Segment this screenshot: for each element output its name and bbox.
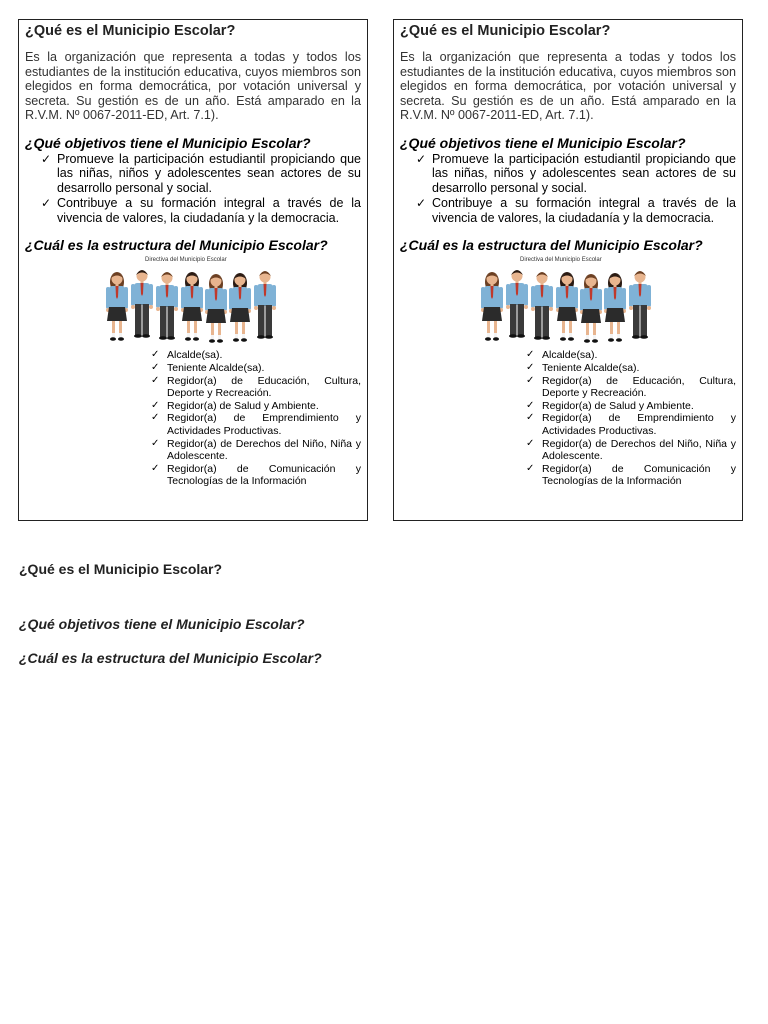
role-text: Regidor(a) de Salud y Ambiente.: [167, 399, 319, 412]
list-item: [149, 375, 361, 400]
role-text: Regidor(a) de Comunicación y Tecnologías de la Información: [542, 462, 736, 488]
list-item: [149, 463, 361, 488]
checkmark-icon: ✓: [526, 362, 535, 374]
checkmark-icon: ✓: [526, 412, 535, 424]
objective-text: Promueve la participación estudiantil propiciando que las niñas, niños y adolescentes sean actores de su desarrollo personal y social.: [57, 151, 361, 196]
checkmark-icon: ✓: [151, 349, 160, 361]
role-text: Teniente Alcalde(sa).: [167, 362, 265, 375]
figure-caption: Directiva del Municipio Escolar: [145, 257, 227, 264]
list-item: [524, 375, 736, 400]
student-figure: [481, 272, 503, 341]
student-figure: [506, 270, 528, 338]
list-item: [149, 362, 361, 375]
students-illustration: [105, 267, 285, 347]
list-item: [524, 400, 736, 413]
student-figure: [229, 273, 251, 342]
student-figure: [254, 271, 276, 339]
student-figure: [604, 273, 626, 342]
checkmark-icon: ✓: [41, 195, 52, 210]
list-item: [524, 412, 736, 437]
roles-list: [400, 349, 736, 488]
role-text: Regidor(a) de Derechos del Niño, Niña y Adolescente.: [167, 437, 361, 463]
checkmark-icon: ✓: [416, 195, 427, 210]
objective-text: Contribuye a su formación integral a través de la vivencia de valores, la ciudadanía y la democracia.: [57, 195, 361, 225]
student-figure: [531, 272, 553, 340]
objective-text: Contribuye a su formación integral a través de la vivencia de valores, la ciudadanía y la democracia.: [432, 195, 736, 225]
list-item: [149, 400, 361, 413]
checkmark-icon: ✓: [41, 151, 52, 166]
question-structure-heading: ¿Cuál es la estructura del Municipio Escolar?: [25, 237, 328, 254]
question-structure-heading: ¿Cuál es la estructura del Municipio Escolar?: [400, 237, 703, 254]
description-paragraph: Es la organización que representa a todas y todos los estudiantes de la institución educativa, cuyos miembros son elegidos en forma democrática, por votación universal y secreta. Su gestión es de un año. Está amparado en la R.V.M. Nº 0067-2011-ED, Art. 7.1).: [400, 50, 736, 122]
list-item: [149, 412, 361, 437]
student-figure: [181, 272, 203, 341]
student-figure: [106, 272, 128, 341]
student-figure: [131, 270, 153, 338]
role-text: Regidor(a) de Emprendimiento y Actividades Productivas.: [542, 412, 736, 438]
list-item: [39, 196, 361, 226]
role-text: Regidor(a) de Salud y Ambiente.: [542, 399, 694, 412]
objective-text: Promueve la participación estudiantil propiciando que las niñas, niños y adolescentes sean actores de su desarrollo personal y social.: [432, 151, 736, 196]
list-item: [524, 349, 736, 362]
info-card-right: [393, 19, 743, 521]
student-figure: [580, 274, 602, 343]
info-card-left: [18, 19, 368, 521]
checkmark-icon: ✓: [151, 399, 160, 411]
checkmark-icon: ✓: [526, 462, 535, 474]
question-objectives-heading: ¿Qué objetivos tiene el Municipio Escolar?: [25, 134, 311, 151]
checkmark-icon: ✓: [151, 437, 160, 449]
checkmark-icon: ✓: [416, 151, 427, 166]
checkmark-icon: ✓: [526, 349, 535, 361]
below-question-what: ¿Qué es el Municipio Escolar?: [19, 561, 223, 577]
checkmark-icon: ✓: [151, 412, 160, 424]
list-item: [524, 463, 736, 488]
checkmark-icon: ✓: [151, 462, 160, 474]
objectives-list: [25, 152, 361, 226]
checkmark-icon: ✓: [526, 399, 535, 411]
student-figure: [556, 272, 578, 341]
list-item: [414, 152, 736, 196]
question-objectives-heading: ¿Qué objetivos tiene el Municipio Escolar?: [400, 134, 686, 151]
figure-caption: Directiva del Municipio Escolar: [520, 257, 602, 264]
checkmark-icon: ✓: [526, 374, 535, 386]
description-paragraph: Es la organización que representa a todas y todos los estudiantes de la institución educativa, cuyos miembros son elegidos en forma democrática, por votación universal y secreta. Su gestión es de un año. Está amparado en la R.V.M. Nº 0067-2011-ED, Art. 7.1).: [25, 50, 361, 122]
student-figure: [629, 271, 651, 339]
list-item: [414, 196, 736, 226]
checkmark-icon: ✓: [151, 362, 160, 374]
checkmark-icon: ✓: [151, 374, 160, 386]
role-text: Alcalde(sa).: [167, 349, 223, 362]
checkmark-icon: ✓: [526, 437, 535, 449]
role-text: Regidor(a) de Derechos del Niño, Niña y Adolescente.: [542, 437, 736, 463]
question-what-heading: ¿Qué es el Municipio Escolar?: [400, 23, 611, 39]
role-text: Teniente Alcalde(sa).: [542, 362, 640, 375]
role-text: Regidor(a) de Educación, Cultura, Deporte y Recreación.: [167, 374, 361, 400]
list-item: [524, 362, 736, 375]
list-item: [149, 349, 361, 362]
student-figure: [205, 274, 227, 343]
student-figure: [156, 272, 178, 340]
role-text: Regidor(a) de Educación, Cultura, Deporte y Recreación.: [542, 374, 736, 400]
list-item: [524, 438, 736, 463]
question-what-heading: ¿Qué es el Municipio Escolar?: [25, 23, 236, 39]
role-text: Alcalde(sa).: [542, 349, 598, 362]
students-illustration: [480, 267, 660, 347]
roles-list: [25, 349, 361, 488]
list-item: [149, 438, 361, 463]
objectives-list: [400, 152, 736, 226]
below-question-structure: ¿Cuál es la estructura del Municipio Escolar?: [19, 650, 322, 666]
below-question-objectives: ¿Qué objetivos tiene el Municipio Escolar?: [19, 616, 305, 632]
role-text: Regidor(a) de Comunicación y Tecnologías de la Información: [167, 462, 361, 488]
list-item: [39, 152, 361, 196]
role-text: Regidor(a) de Emprendimiento y Actividades Productivas.: [167, 412, 361, 438]
